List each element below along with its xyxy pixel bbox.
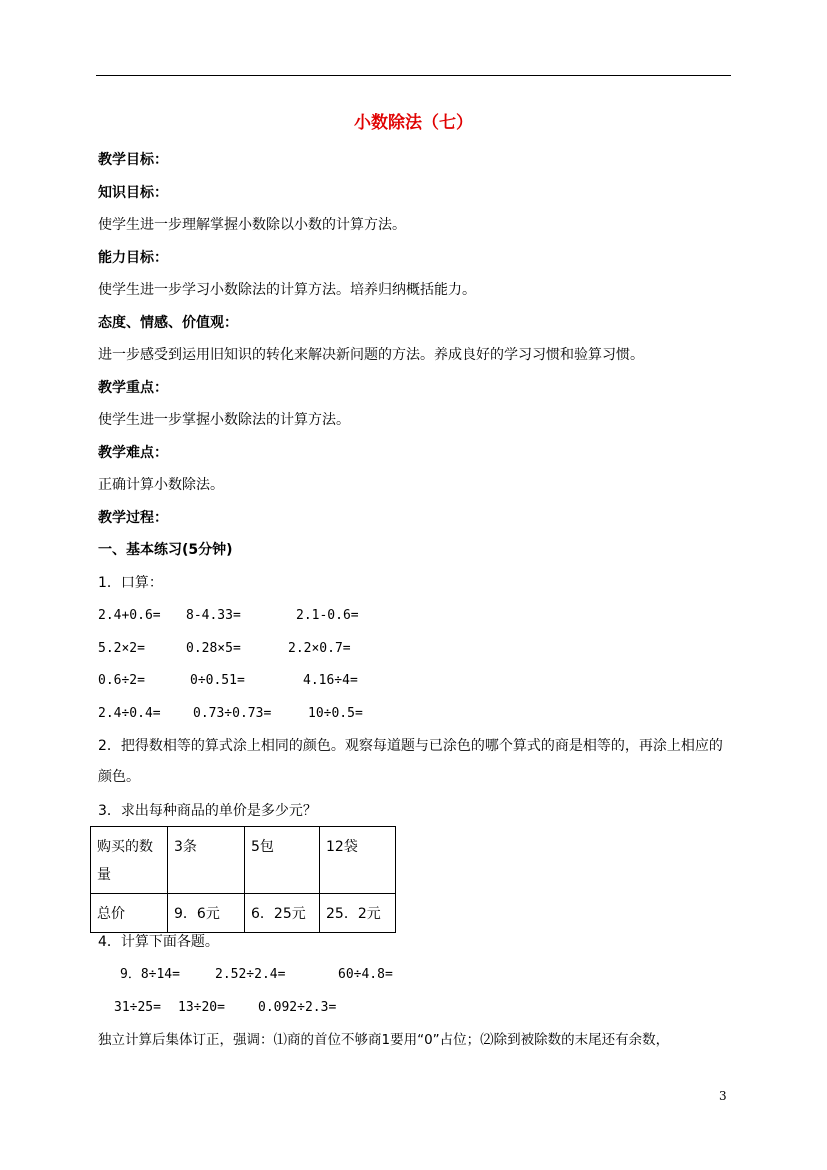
page-title: 小数除法（七） bbox=[354, 113, 473, 133]
table-cell: 3条 bbox=[168, 827, 245, 894]
keypoint-text: 使学生进一步掌握小数除法的计算方法。 bbox=[98, 412, 350, 428]
attitude-heading: 态度、情感、价值观： bbox=[98, 315, 238, 331]
oral-expression: 2.2×0.7= bbox=[288, 641, 351, 656]
closing-text: 独立计算后集体订正，强调：⑴商的首位不够商1要用“0”占位；⑵除到被除数的末尾还有余数， bbox=[98, 1032, 670, 1048]
calc-expression: 9．8÷14= bbox=[120, 967, 180, 982]
calc-expression: 0.092÷2.3= bbox=[258, 1000, 337, 1015]
item2-text: 2．把得数相等的算式涂上相同的颜色。观察每道题与已涂色的哪个算式的商是相等的，再涂上相应的颜色。 bbox=[98, 738, 723, 785]
calc-expression: 2.52÷2.4= bbox=[215, 967, 286, 982]
difficulty-text: 正确计算小数除法。 bbox=[98, 477, 224, 493]
table-cell: 12袋 bbox=[320, 827, 396, 894]
oral-expression: 0.73÷0.73= bbox=[193, 706, 272, 721]
item1-label: 1．口算： bbox=[98, 575, 163, 591]
table-header-cell: 总价 bbox=[91, 894, 168, 933]
calc-expression: 13÷20= bbox=[178, 1000, 225, 1015]
table-cell: 5包 bbox=[245, 827, 320, 894]
oral-expression: 0÷0.51= bbox=[190, 673, 245, 688]
knowledge-heading: 知识目标： bbox=[98, 185, 168, 201]
oral-expression: 2.4÷0.4= bbox=[98, 706, 161, 721]
oral-expression: 0.6÷2= bbox=[98, 673, 145, 688]
header-rule bbox=[96, 75, 731, 76]
section1-heading: 一、基本练习(5分钟) bbox=[98, 542, 233, 558]
oral-expression: 0.28×5= bbox=[186, 641, 241, 656]
attitude-text: 进一步感受到运用旧知识的转化来解决新问题的方法。养成良好的学习习惯和验算习惯。 bbox=[98, 347, 644, 363]
oral-expression: 2.4+0.6= bbox=[98, 608, 161, 623]
calc-expression: 31÷25= bbox=[114, 1000, 161, 1015]
objectives-heading: 教学目标： bbox=[98, 152, 168, 168]
knowledge-text: 使学生进一步理解掌握小数除以小数的计算方法。 bbox=[98, 217, 406, 233]
item4-text: 4．计算下面各题。 bbox=[98, 934, 219, 950]
item3-text: 3．求出每种商品的单价是多少元？ bbox=[98, 803, 317, 819]
price-table bbox=[90, 826, 396, 933]
oral-expression: 2.1-0.6= bbox=[296, 608, 359, 623]
table-cell: 6．25元 bbox=[245, 894, 320, 933]
page-number: 3 bbox=[719, 1089, 727, 1103]
table-row bbox=[91, 894, 396, 933]
ability-heading: 能力目标： bbox=[98, 250, 168, 266]
table-cell: 9．6元 bbox=[168, 894, 245, 933]
table-cell: 25．2元 bbox=[320, 894, 396, 933]
keypoint-heading: 教学重点： bbox=[98, 380, 168, 396]
oral-expression: 4.16÷4= bbox=[303, 673, 358, 688]
process-heading: 教学过程： bbox=[98, 510, 168, 526]
oral-expression: 8-4.33= bbox=[186, 608, 241, 623]
difficulty-heading: 教学难点： bbox=[98, 445, 168, 461]
ability-text: 使学生进一步学习小数除法的计算方法。培养归纳概括能力。 bbox=[98, 282, 476, 298]
calc-expression: 60÷4.8= bbox=[338, 967, 393, 982]
oral-expression: 5.2×2= bbox=[98, 641, 145, 656]
oral-expression: 10÷0.5= bbox=[308, 706, 363, 721]
table-row bbox=[91, 827, 396, 894]
table-header-cell: 购买的数量 bbox=[91, 827, 168, 894]
